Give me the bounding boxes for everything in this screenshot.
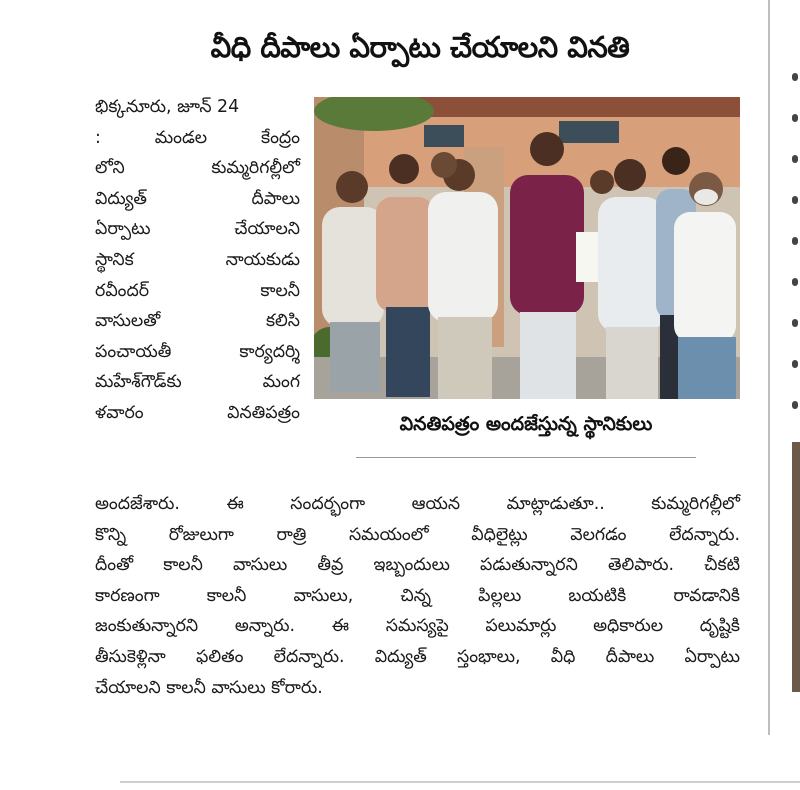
intro-line: : మండల కేంద్రం: [95, 127, 300, 148]
intro-line: ళవారం వినతిపత్రం: [95, 402, 300, 423]
body-line: కారణంగా కాలనీ వాసులు, చిన్న పిల్లలు బయటికి రావడానికి: [95, 585, 740, 606]
article-headline: వీధి దీపాలు ఏర్పాటు చేయాలని వినతి: [210, 30, 630, 64]
photo-caption: వినతిపత్రం అందజేస్తున్న స్థానికులు: [399, 413, 653, 435]
intro-line: మహేశ్‌గౌడ్‌కు మంగ: [95, 372, 300, 393]
adjacent-column-cutoff: [788, 40, 800, 490]
body-line: తీసుకెళ్లినా ఫలితం లేదన్నారు. విద్యుత్ స్తంభాలు, వీధి దీపాలు ఏర్పాటు: [95, 646, 740, 667]
adjacent-photo-cutoff: [792, 442, 800, 692]
intro-line: విద్యుత్ దీపాలు: [95, 188, 300, 209]
column-divider: [768, 0, 770, 735]
body-line: జంకుతున్నారని అన్నారు. ఈ సమస్యపై పలుమార్లు అధికారుల దృష్టికి: [95, 616, 740, 637]
body-line: చేయాలని కాలనీ వాసులు కోరారు.: [95, 677, 323, 698]
caption-divider: [356, 457, 696, 458]
intro-line: పంచాయతీ కార్యదర్శి: [95, 341, 300, 362]
news-photo: [314, 97, 740, 399]
intro-line: లోని కుమ్మరిగల్లీలో: [95, 158, 300, 179]
intro-line: రవీందర్ కాలనీ: [95, 280, 300, 301]
intro-line: స్థానిక నాయకుడు: [95, 249, 300, 270]
body-line: కొన్ని రోజులుగా రాత్రి సమయంలో వీధిలైట్లు వెలగడం లేదన్నారు.: [95, 524, 740, 545]
bottom-divider: [120, 781, 800, 783]
intro-line: వాసులతో కలిసి: [95, 311, 300, 332]
previous-article-cutoff: [120, 0, 600, 7]
group-photo-illustration: [314, 97, 740, 399]
body-line: అందజేశారు. ఈ సందర్భంగా ఆయన మాట్లాడుతూ.. కుమ్మరిగల్లీలో: [95, 494, 740, 514]
body-line: దీంతో కాలనీ వాసులు తీవ్ర ఇబ్బందులు పడుతున్నారని తెలిపారు. చీకటి: [95, 555, 740, 576]
intro-line: భిక్కనూరు, జూన్ 24: [95, 97, 240, 117]
article-intro-column: [95, 92, 300, 429]
article-body: [95, 489, 740, 703]
intro-line: ఏర్పాటు చేయాలని: [95, 219, 300, 240]
